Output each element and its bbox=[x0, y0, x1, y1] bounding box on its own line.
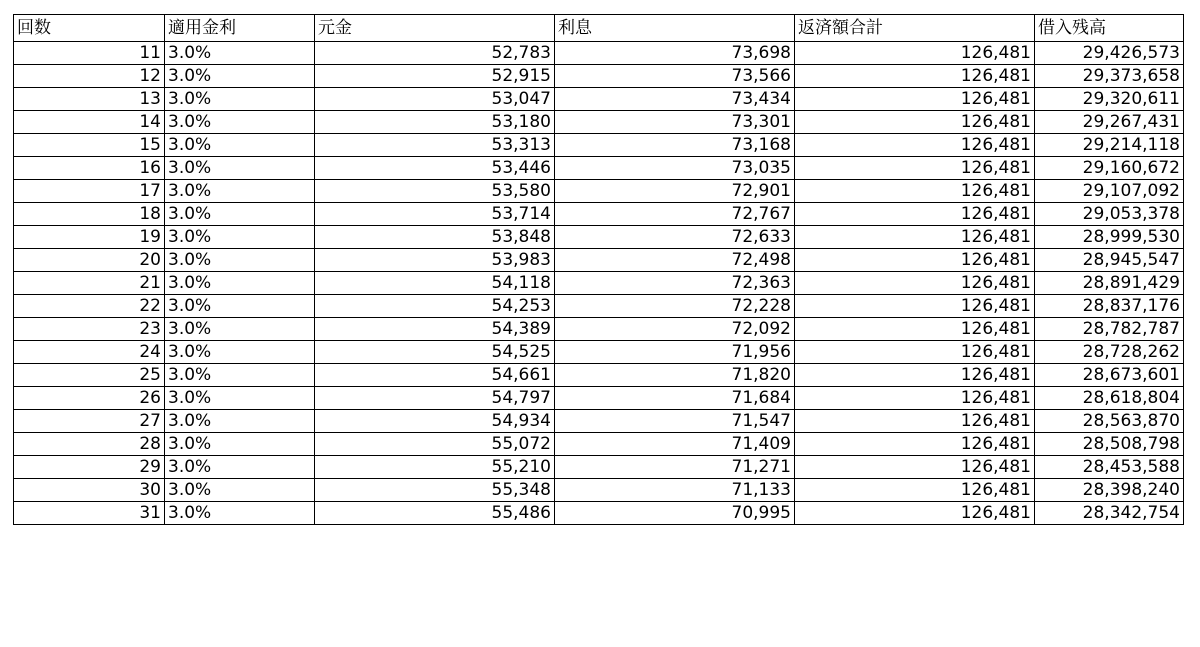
header-payment-count: 回数 bbox=[14, 15, 165, 42]
principal-cell: 54,797 bbox=[315, 387, 555, 410]
principal-cell: 53,848 bbox=[315, 226, 555, 249]
interest-cell: 72,363 bbox=[555, 272, 795, 295]
total-payment-cell: 126,481 bbox=[795, 341, 1035, 364]
principal-cell: 53,580 bbox=[315, 180, 555, 203]
total-payment-cell: 126,481 bbox=[795, 42, 1035, 65]
total-payment-cell: 126,481 bbox=[795, 111, 1035, 134]
payment-count-cell: 20 bbox=[14, 249, 165, 272]
total-payment-cell: 126,481 bbox=[795, 456, 1035, 479]
payment-count-cell: 21 bbox=[14, 272, 165, 295]
principal-cell: 54,661 bbox=[315, 364, 555, 387]
payment-count-cell: 13 bbox=[14, 88, 165, 111]
total-payment-cell: 126,481 bbox=[795, 502, 1035, 525]
header-applied-rate: 適用金利 bbox=[165, 15, 315, 42]
interest-cell: 71,547 bbox=[555, 410, 795, 433]
applied-rate-cell: 3.0% bbox=[165, 42, 315, 65]
total-payment-cell: 126,481 bbox=[795, 249, 1035, 272]
loan-balance-cell: 28,453,588 bbox=[1035, 456, 1184, 479]
loan-balance-cell: 28,782,787 bbox=[1035, 318, 1184, 341]
applied-rate-cell: 3.0% bbox=[165, 203, 315, 226]
payment-count-cell: 19 bbox=[14, 226, 165, 249]
interest-cell: 72,901 bbox=[555, 180, 795, 203]
interest-cell: 72,228 bbox=[555, 295, 795, 318]
table-row bbox=[14, 111, 1184, 134]
repayment-schedule-table bbox=[13, 14, 1184, 525]
applied-rate-cell: 3.0% bbox=[165, 341, 315, 364]
loan-balance-cell: 29,107,092 bbox=[1035, 180, 1184, 203]
loan-balance-cell: 28,945,547 bbox=[1035, 249, 1184, 272]
principal-cell: 53,983 bbox=[315, 249, 555, 272]
loan-balance-cell: 29,053,378 bbox=[1035, 203, 1184, 226]
total-payment-cell: 126,481 bbox=[795, 364, 1035, 387]
interest-cell: 73,035 bbox=[555, 157, 795, 180]
loan-balance-cell: 28,508,798 bbox=[1035, 433, 1184, 456]
total-payment-cell: 126,481 bbox=[795, 387, 1035, 410]
header-loan-balance: 借入残高 bbox=[1035, 15, 1184, 42]
principal-cell: 55,348 bbox=[315, 479, 555, 502]
applied-rate-cell: 3.0% bbox=[165, 157, 315, 180]
loan-balance-cell: 28,563,870 bbox=[1035, 410, 1184, 433]
principal-cell: 53,313 bbox=[315, 134, 555, 157]
table-row bbox=[14, 249, 1184, 272]
interest-cell: 73,301 bbox=[555, 111, 795, 134]
payment-count-cell: 31 bbox=[14, 502, 165, 525]
payment-count-cell: 23 bbox=[14, 318, 165, 341]
table-row bbox=[14, 479, 1184, 502]
total-payment-cell: 126,481 bbox=[795, 318, 1035, 341]
applied-rate-cell: 3.0% bbox=[165, 318, 315, 341]
loan-balance-cell: 28,618,804 bbox=[1035, 387, 1184, 410]
table-row bbox=[14, 364, 1184, 387]
applied-rate-cell: 3.0% bbox=[165, 249, 315, 272]
total-payment-cell: 126,481 bbox=[795, 134, 1035, 157]
total-payment-cell: 126,481 bbox=[795, 272, 1035, 295]
interest-cell: 72,092 bbox=[555, 318, 795, 341]
applied-rate-cell: 3.0% bbox=[165, 456, 315, 479]
payment-count-cell: 18 bbox=[14, 203, 165, 226]
table-row bbox=[14, 157, 1184, 180]
payment-count-cell: 22 bbox=[14, 295, 165, 318]
applied-rate-cell: 3.0% bbox=[165, 364, 315, 387]
payment-count-cell: 27 bbox=[14, 410, 165, 433]
loan-balance-cell: 28,837,176 bbox=[1035, 295, 1184, 318]
principal-cell: 55,486 bbox=[315, 502, 555, 525]
loan-balance-cell: 28,728,262 bbox=[1035, 341, 1184, 364]
total-payment-cell: 126,481 bbox=[795, 226, 1035, 249]
table-row bbox=[14, 433, 1184, 456]
table-row bbox=[14, 226, 1184, 249]
interest-cell: 71,820 bbox=[555, 364, 795, 387]
table-row bbox=[14, 502, 1184, 525]
payment-count-cell: 16 bbox=[14, 157, 165, 180]
total-payment-cell: 126,481 bbox=[795, 410, 1035, 433]
table-row bbox=[14, 387, 1184, 410]
interest-cell: 72,498 bbox=[555, 249, 795, 272]
applied-rate-cell: 3.0% bbox=[165, 134, 315, 157]
interest-cell: 72,767 bbox=[555, 203, 795, 226]
applied-rate-cell: 3.0% bbox=[165, 65, 315, 88]
loan-balance-cell: 29,214,118 bbox=[1035, 134, 1184, 157]
total-payment-cell: 126,481 bbox=[795, 479, 1035, 502]
table-row bbox=[14, 88, 1184, 111]
total-payment-cell: 126,481 bbox=[795, 65, 1035, 88]
interest-cell: 71,956 bbox=[555, 341, 795, 364]
applied-rate-cell: 3.0% bbox=[165, 433, 315, 456]
total-payment-cell: 126,481 bbox=[795, 88, 1035, 111]
loan-balance-cell: 28,999,530 bbox=[1035, 226, 1184, 249]
payment-count-cell: 24 bbox=[14, 341, 165, 364]
table-row bbox=[14, 295, 1184, 318]
applied-rate-cell: 3.0% bbox=[165, 88, 315, 111]
interest-cell: 71,684 bbox=[555, 387, 795, 410]
loan-balance-cell: 29,267,431 bbox=[1035, 111, 1184, 134]
principal-cell: 53,047 bbox=[315, 88, 555, 111]
table-row bbox=[14, 203, 1184, 226]
loan-balance-cell: 28,398,240 bbox=[1035, 479, 1184, 502]
payment-count-cell: 25 bbox=[14, 364, 165, 387]
applied-rate-cell: 3.0% bbox=[165, 295, 315, 318]
loan-balance-cell: 29,320,611 bbox=[1035, 88, 1184, 111]
loan-balance-cell: 28,673,601 bbox=[1035, 364, 1184, 387]
table-row bbox=[14, 42, 1184, 65]
principal-cell: 53,180 bbox=[315, 111, 555, 134]
header-total-payment: 返済額合計 bbox=[795, 15, 1035, 42]
principal-cell: 55,072 bbox=[315, 433, 555, 456]
interest-cell: 73,566 bbox=[555, 65, 795, 88]
total-payment-cell: 126,481 bbox=[795, 203, 1035, 226]
principal-cell: 54,118 bbox=[315, 272, 555, 295]
interest-cell: 70,995 bbox=[555, 502, 795, 525]
interest-cell: 73,434 bbox=[555, 88, 795, 111]
payment-count-cell: 17 bbox=[14, 180, 165, 203]
principal-cell: 54,253 bbox=[315, 295, 555, 318]
payment-count-cell: 15 bbox=[14, 134, 165, 157]
interest-cell: 71,271 bbox=[555, 456, 795, 479]
principal-cell: 53,714 bbox=[315, 203, 555, 226]
table-row bbox=[14, 272, 1184, 295]
principal-cell: 54,389 bbox=[315, 318, 555, 341]
loan-balance-cell: 29,160,672 bbox=[1035, 157, 1184, 180]
table-row bbox=[14, 65, 1184, 88]
table-row bbox=[14, 456, 1184, 479]
interest-cell: 73,168 bbox=[555, 134, 795, 157]
applied-rate-cell: 3.0% bbox=[165, 272, 315, 295]
table-row bbox=[14, 410, 1184, 433]
payment-count-cell: 30 bbox=[14, 479, 165, 502]
applied-rate-cell: 3.0% bbox=[165, 479, 315, 502]
principal-cell: 54,525 bbox=[315, 341, 555, 364]
loan-balance-cell: 28,342,754 bbox=[1035, 502, 1184, 525]
applied-rate-cell: 3.0% bbox=[165, 111, 315, 134]
principal-cell: 53,446 bbox=[315, 157, 555, 180]
header-interest: 利息 bbox=[555, 15, 795, 42]
applied-rate-cell: 3.0% bbox=[165, 180, 315, 203]
total-payment-cell: 126,481 bbox=[795, 180, 1035, 203]
header-principal: 元金 bbox=[315, 15, 555, 42]
applied-rate-cell: 3.0% bbox=[165, 226, 315, 249]
payment-count-cell: 28 bbox=[14, 433, 165, 456]
payment-count-cell: 14 bbox=[14, 111, 165, 134]
total-payment-cell: 126,481 bbox=[795, 157, 1035, 180]
applied-rate-cell: 3.0% bbox=[165, 387, 315, 410]
principal-cell: 52,915 bbox=[315, 65, 555, 88]
payment-count-cell: 12 bbox=[14, 65, 165, 88]
table-row bbox=[14, 341, 1184, 364]
table-row bbox=[14, 180, 1184, 203]
loan-balance-cell: 29,426,573 bbox=[1035, 42, 1184, 65]
payment-count-cell: 26 bbox=[14, 387, 165, 410]
table-row bbox=[14, 318, 1184, 341]
applied-rate-cell: 3.0% bbox=[165, 502, 315, 525]
interest-cell: 71,133 bbox=[555, 479, 795, 502]
loan-balance-cell: 28,891,429 bbox=[1035, 272, 1184, 295]
principal-cell: 55,210 bbox=[315, 456, 555, 479]
loan-balance-cell: 29,373,658 bbox=[1035, 65, 1184, 88]
applied-rate-cell: 3.0% bbox=[165, 410, 315, 433]
total-payment-cell: 126,481 bbox=[795, 295, 1035, 318]
interest-cell: 72,633 bbox=[555, 226, 795, 249]
interest-cell: 73,698 bbox=[555, 42, 795, 65]
payment-count-cell: 29 bbox=[14, 456, 165, 479]
total-payment-cell: 126,481 bbox=[795, 433, 1035, 456]
principal-cell: 54,934 bbox=[315, 410, 555, 433]
principal-cell: 52,783 bbox=[315, 42, 555, 65]
table-row bbox=[14, 134, 1184, 157]
payment-count-cell: 11 bbox=[14, 42, 165, 65]
header-row bbox=[14, 15, 1184, 42]
interest-cell: 71,409 bbox=[555, 433, 795, 456]
